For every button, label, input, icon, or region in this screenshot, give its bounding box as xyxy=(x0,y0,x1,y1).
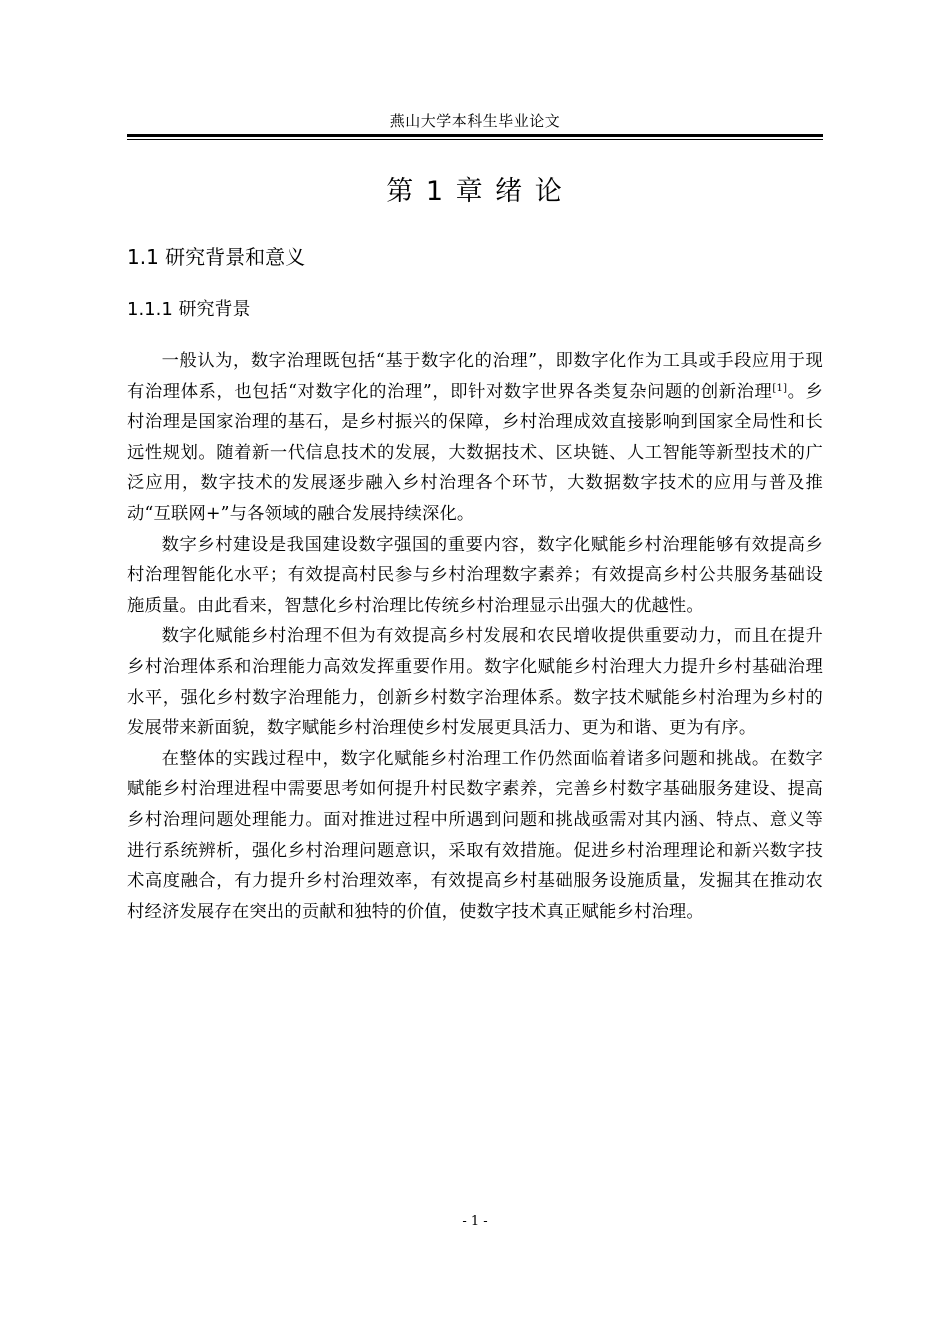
body-text xyxy=(127,346,823,927)
paragraph-2: 数字乡村建设是我国建设数字强国的重要内容，数字化赋能乡村治理能够有效提高乡村治理智能化水平；有效提高村民参与乡村治理数字素养；有效提高乡村公共服务基础设施质量。由此看来，智慧化乡村治理比传统乡村治理显示出强大的优越性。 xyxy=(127,534,823,616)
paragraph-1-text-a: 一般认为，数字治理既包括“基于数字化的治理”，即数字化作为工具或手段应用于现有治理体系，也包括“对数字化的治理”，即针对数字世界各类复杂问题的创新治理 xyxy=(127,351,823,402)
page-number: - 1 - xyxy=(462,1214,488,1229)
paragraph-3: 数字化赋能乡村治理不但为有效提高乡村发展和农民增收提供重要动力，而且在提升乡村治理体系和治理能力高效发挥重要作用。数字化赋能乡村治理大力提升乡村基础治理水平，强化乡村数字治理能力，创新乡村数字治理体系。数字技术赋能乡村治理为乡村的发展带来新面貌，数字赋能乡村治理使乡村发展更具活力、更为和谐、更为有序。 xyxy=(127,626,823,739)
subsection-heading: 1.1.1 研究背景 xyxy=(127,299,251,320)
chapter-title: 第 1 章 绪 论 xyxy=(386,176,564,207)
paragraph-4: 在整体的实践过程中，数字化赋能乡村治理工作仍然面临着诸多问题和挑战。在数字赋能乡村治理进程中需要思考如何提升村民数字素养，完善乡村数字基础服务建设、提高乡村治理问题处理能力。面对推进过程中所遇到问题和挑战亟需对其内涵、特点、意义等进行系统辨析，强化乡村治理问题意识，采取有效措施。促进乡村治理理论和新兴数字技术高度融合，有力提升乡村治理效率，有效提高乡村基础服务设施质量，发掘其在推动农村经济发展存在突出的贡献和独特的价值，使数字技术真正赋能乡村治理。 xyxy=(127,748,823,922)
header-rule-thick xyxy=(127,134,823,137)
citation-ref: [1] xyxy=(772,382,788,394)
paragraph-1-text-b: 。乡村治理是国家治理的基石，是乡村振兴的保障，乡村治理成效直接影响到国家全局性和长远性规划。随着新一代信息技术的发展，大数据技术、区块链、人工智能等新型技术的广泛应用，数字技术的发展逐步融入乡村治理各个环节，大数据数字技术的应用与普及推动“互联网+”与各领域的融合发展持续深化。 xyxy=(127,381,823,524)
running-header: 燕山大学本科生毕业论文 xyxy=(389,112,561,130)
header-rule-thin xyxy=(127,139,823,140)
section-heading: 1.1 研究背景和意义 xyxy=(127,245,306,269)
paragraph-1 xyxy=(127,346,823,530)
